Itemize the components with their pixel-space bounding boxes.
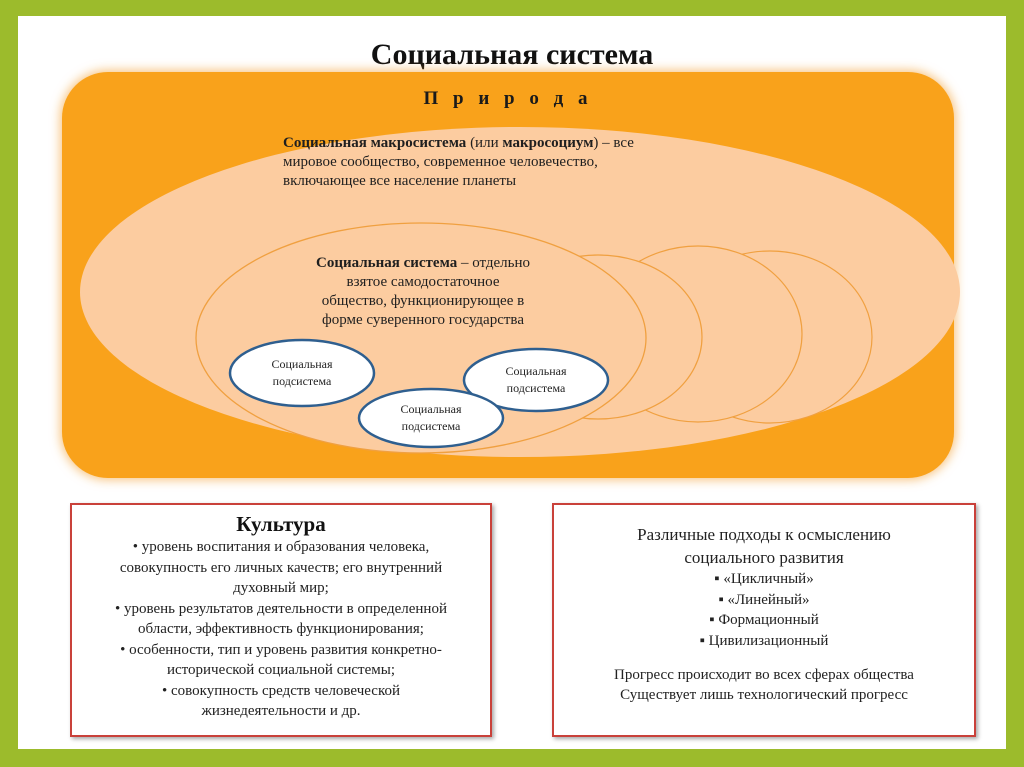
slide-title: Социальная система [370, 38, 654, 71]
culture-line: исторической социальной системы; [166, 662, 396, 678]
subsystem-label-1: Социальная подсистема [271, 357, 333, 388]
macrosystem-line-2: мировое сообщество, современное человечество, [283, 154, 598, 170]
culture-title: Культура [236, 512, 326, 536]
macrosystem-rest: ) – все [593, 135, 634, 151]
progress-statement-2: Существует лишь технологический прогресс [620, 687, 908, 703]
nature-label: П р и р о д а [423, 88, 593, 109]
social-system-term: Социальная система [315, 255, 458, 271]
approaches-list [554, 569, 974, 651]
macrosystem-line-3: включающее все население планеты [283, 173, 517, 189]
macrosociety-term: макросоциум [502, 135, 594, 151]
culture-line: духовный мир; [233, 580, 329, 596]
culture-line: совокупность его личных качеств; его внутренний [119, 559, 443, 576]
approach-item: ▪ Формационный [709, 612, 819, 628]
macrosystem-text [283, 134, 723, 191]
macrosystem-term: Социальная макросистема [283, 135, 467, 151]
culture-line: • совокупность средств человеческой [162, 682, 400, 699]
culture-line: • уровень воспитания и образования человека, [132, 539, 430, 555]
macrosystem-mid: (или [466, 135, 503, 151]
approaches-title: Различные подходы к осмыслению социального развития [637, 525, 891, 567]
culture-line: области, эффективность функционирования; [138, 621, 424, 637]
culture-line: • уровень результатов деятельности в определенной [115, 600, 447, 617]
slide [18, 16, 1006, 749]
progress-statement-1: Прогресс происходит во всех сферах общества [614, 667, 914, 683]
subsystem-label-2: Социальная подсистема [505, 364, 567, 395]
approach-item: ▪ Цивилизационный [699, 632, 829, 649]
approaches-footer [554, 665, 974, 705]
social-system-line-2: взятое самодостаточное [346, 274, 500, 290]
approach-item: ▪ «Линейный» [718, 591, 810, 608]
culture-definitions [72, 537, 490, 722]
approaches-box [552, 503, 976, 737]
social-system-text [288, 254, 558, 330]
social-system-line-4: форме суверенного государства [322, 312, 524, 328]
culture-line: • особенности, тип и уровень развития конкретно- [120, 641, 442, 658]
culture-box [70, 503, 492, 737]
approach-item: ▪ «Цикличный» [714, 571, 814, 587]
social-system-rest: – отдельно [457, 255, 531, 271]
subsystem-label-3: Социальная подсистема [400, 402, 462, 433]
social-system-line-3: общество, функционирующее в [321, 293, 525, 309]
culture-line: жизнедеятельности и др. [201, 703, 361, 719]
